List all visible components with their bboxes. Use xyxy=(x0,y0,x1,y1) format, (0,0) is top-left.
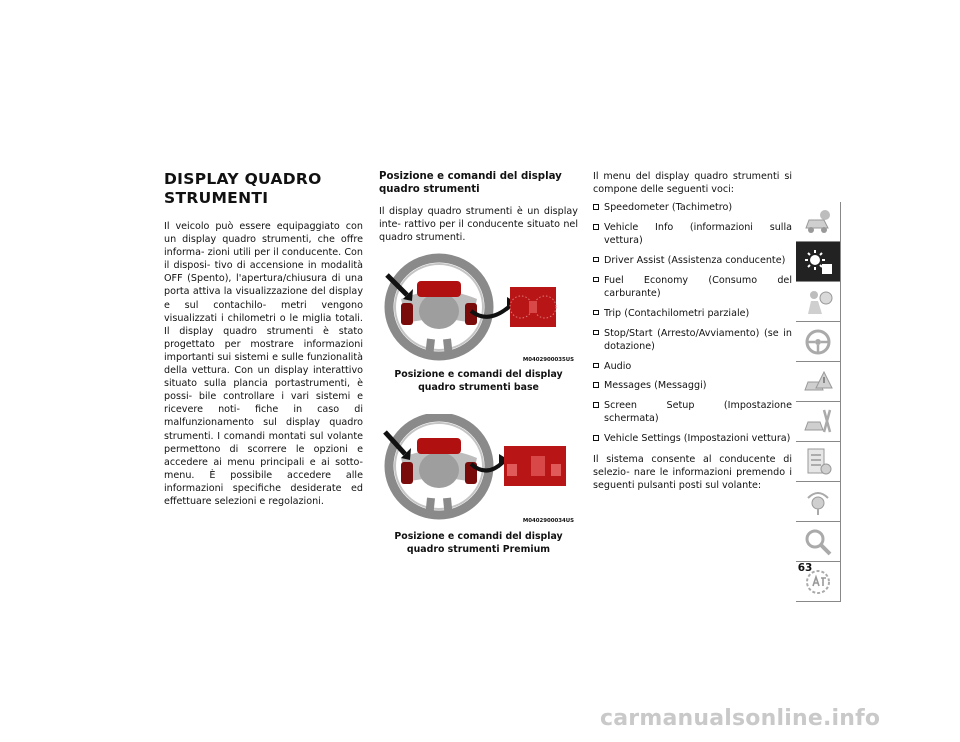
search-icon xyxy=(802,526,834,558)
steering-wheel-premium-illustration xyxy=(379,414,578,525)
car-warning-icon xyxy=(802,366,834,398)
list-item: Speedometer (Tachimetro) xyxy=(593,201,792,214)
menu-outro: Il sistema consente al conducente di selezio- nare le informazioni premendo i seguenti pulsanti posti sul volante: xyxy=(593,454,792,492)
checkbox-bullet-icon xyxy=(593,435,599,441)
watermark: carmanualsonline.info xyxy=(600,706,881,731)
list-item: Vehicle Settings (Impostazioni vettura) xyxy=(593,432,792,445)
dashboard-light-icon xyxy=(802,246,834,278)
checkbox-bullet-icon xyxy=(593,363,599,369)
checkbox-bullet-icon xyxy=(593,224,599,230)
tab-car-info[interactable] xyxy=(796,202,841,242)
checkbox-bullet-icon xyxy=(593,310,599,316)
tab-maintenance[interactable] xyxy=(796,442,841,482)
maintenance-checklist-icon xyxy=(802,446,834,478)
list-item: Stop/Start (Arresto/Avviamento) (se in dotazione) xyxy=(593,327,792,353)
list-item: Audio xyxy=(593,360,792,373)
checkbox-bullet-icon xyxy=(593,330,599,336)
checkbox-bullet-icon xyxy=(593,257,599,263)
car-service-icon xyxy=(802,406,834,438)
list-item: Vehicle Info (informazioni sulla vettura) xyxy=(593,221,792,247)
checkbox-bullet-icon xyxy=(593,277,599,283)
airbag-safety-icon xyxy=(802,286,834,318)
page-number: 63 xyxy=(797,562,813,574)
tab-multimedia[interactable] xyxy=(796,482,841,522)
list-item: Screen Setup (Impostazione schermata) xyxy=(593,399,792,425)
menu-items-list xyxy=(593,201,792,445)
steering-wheel-icon xyxy=(802,326,834,358)
tab-safety[interactable] xyxy=(796,282,841,322)
list-item: Trip (Contachilometri parziale) xyxy=(593,307,792,320)
position-paragraph: Il display quadro strumenti è un display inte- rattivo per il conducente situato nel quadro strumenti. xyxy=(379,206,578,244)
figure-premium-display xyxy=(379,414,578,525)
checkbox-bullet-icon xyxy=(593,402,599,408)
subsection-heading: Posizione e comandi del display quadro strumenti xyxy=(379,171,562,195)
intro-paragraph: Il veicolo può essere equipaggiato con un display quadro strumenti, che offre informa- zioni utili per il conducente. Con il disposi- tivo di accensione in modalità OFF (Spento), l'apertura/chiusura di una porta attiva la visualizzazione del display e sul contachilo- metri vengono visualizzati i chilometri o le miglia totali. Il display quadro strumenti è stato progettato per mostrare informazioni importanti sui sistemi e sulle funzionalità della vettura. Con un display interattivo situato sulla plancia portastrumenti, è possi- bile controllare i vari sistemi e ricevere noti- fiche in caso di malfunzionamento sul display quadro strumenti. I comandi montati sul volante permettono di scorrere le opzioni e accedere ai menu principali e ai sotto- menu. È possibile accedere alle informazioni specifiche desiderate ed effettuare selezioni e regolazioni. xyxy=(164,221,363,507)
figure-caption: Posizione e comandi del display quadro strumenti Premium xyxy=(394,531,563,555)
figure-base-display xyxy=(379,253,578,364)
list-item: Driver Assist (Assistenza conducente) xyxy=(593,254,792,267)
figure-code: M0402900034US xyxy=(522,518,574,525)
checkbox-bullet-icon xyxy=(593,382,599,388)
tab-dashboard[interactable] xyxy=(796,242,841,282)
car-info-icon xyxy=(802,206,834,238)
list-item: Messages (Messaggi) xyxy=(593,379,792,392)
list-item: Fuel Economy (Consumo del carburante) xyxy=(593,274,792,300)
chapter-tab-strip xyxy=(796,202,841,602)
figure-code: M0402900035US xyxy=(522,357,574,364)
multimedia-icon xyxy=(802,486,834,518)
checkbox-bullet-icon xyxy=(593,204,599,210)
tab-search[interactable] xyxy=(796,522,841,562)
steering-wheel-base-illustration xyxy=(379,253,578,364)
column-intro xyxy=(164,170,363,517)
section-title: DISPLAY QUADRO STRUMENTI xyxy=(164,170,322,207)
tab-driving[interactable] xyxy=(796,322,841,362)
column-menu xyxy=(593,170,792,501)
menu-intro: Il menu del display quadro strumenti si compone delle seguenti voci: xyxy=(593,171,792,196)
tab-emergency[interactable] xyxy=(796,362,841,402)
column-position xyxy=(379,170,578,556)
tab-service[interactable] xyxy=(796,402,841,442)
figure-caption: Posizione e comandi del display quadro strumenti base xyxy=(394,369,563,393)
